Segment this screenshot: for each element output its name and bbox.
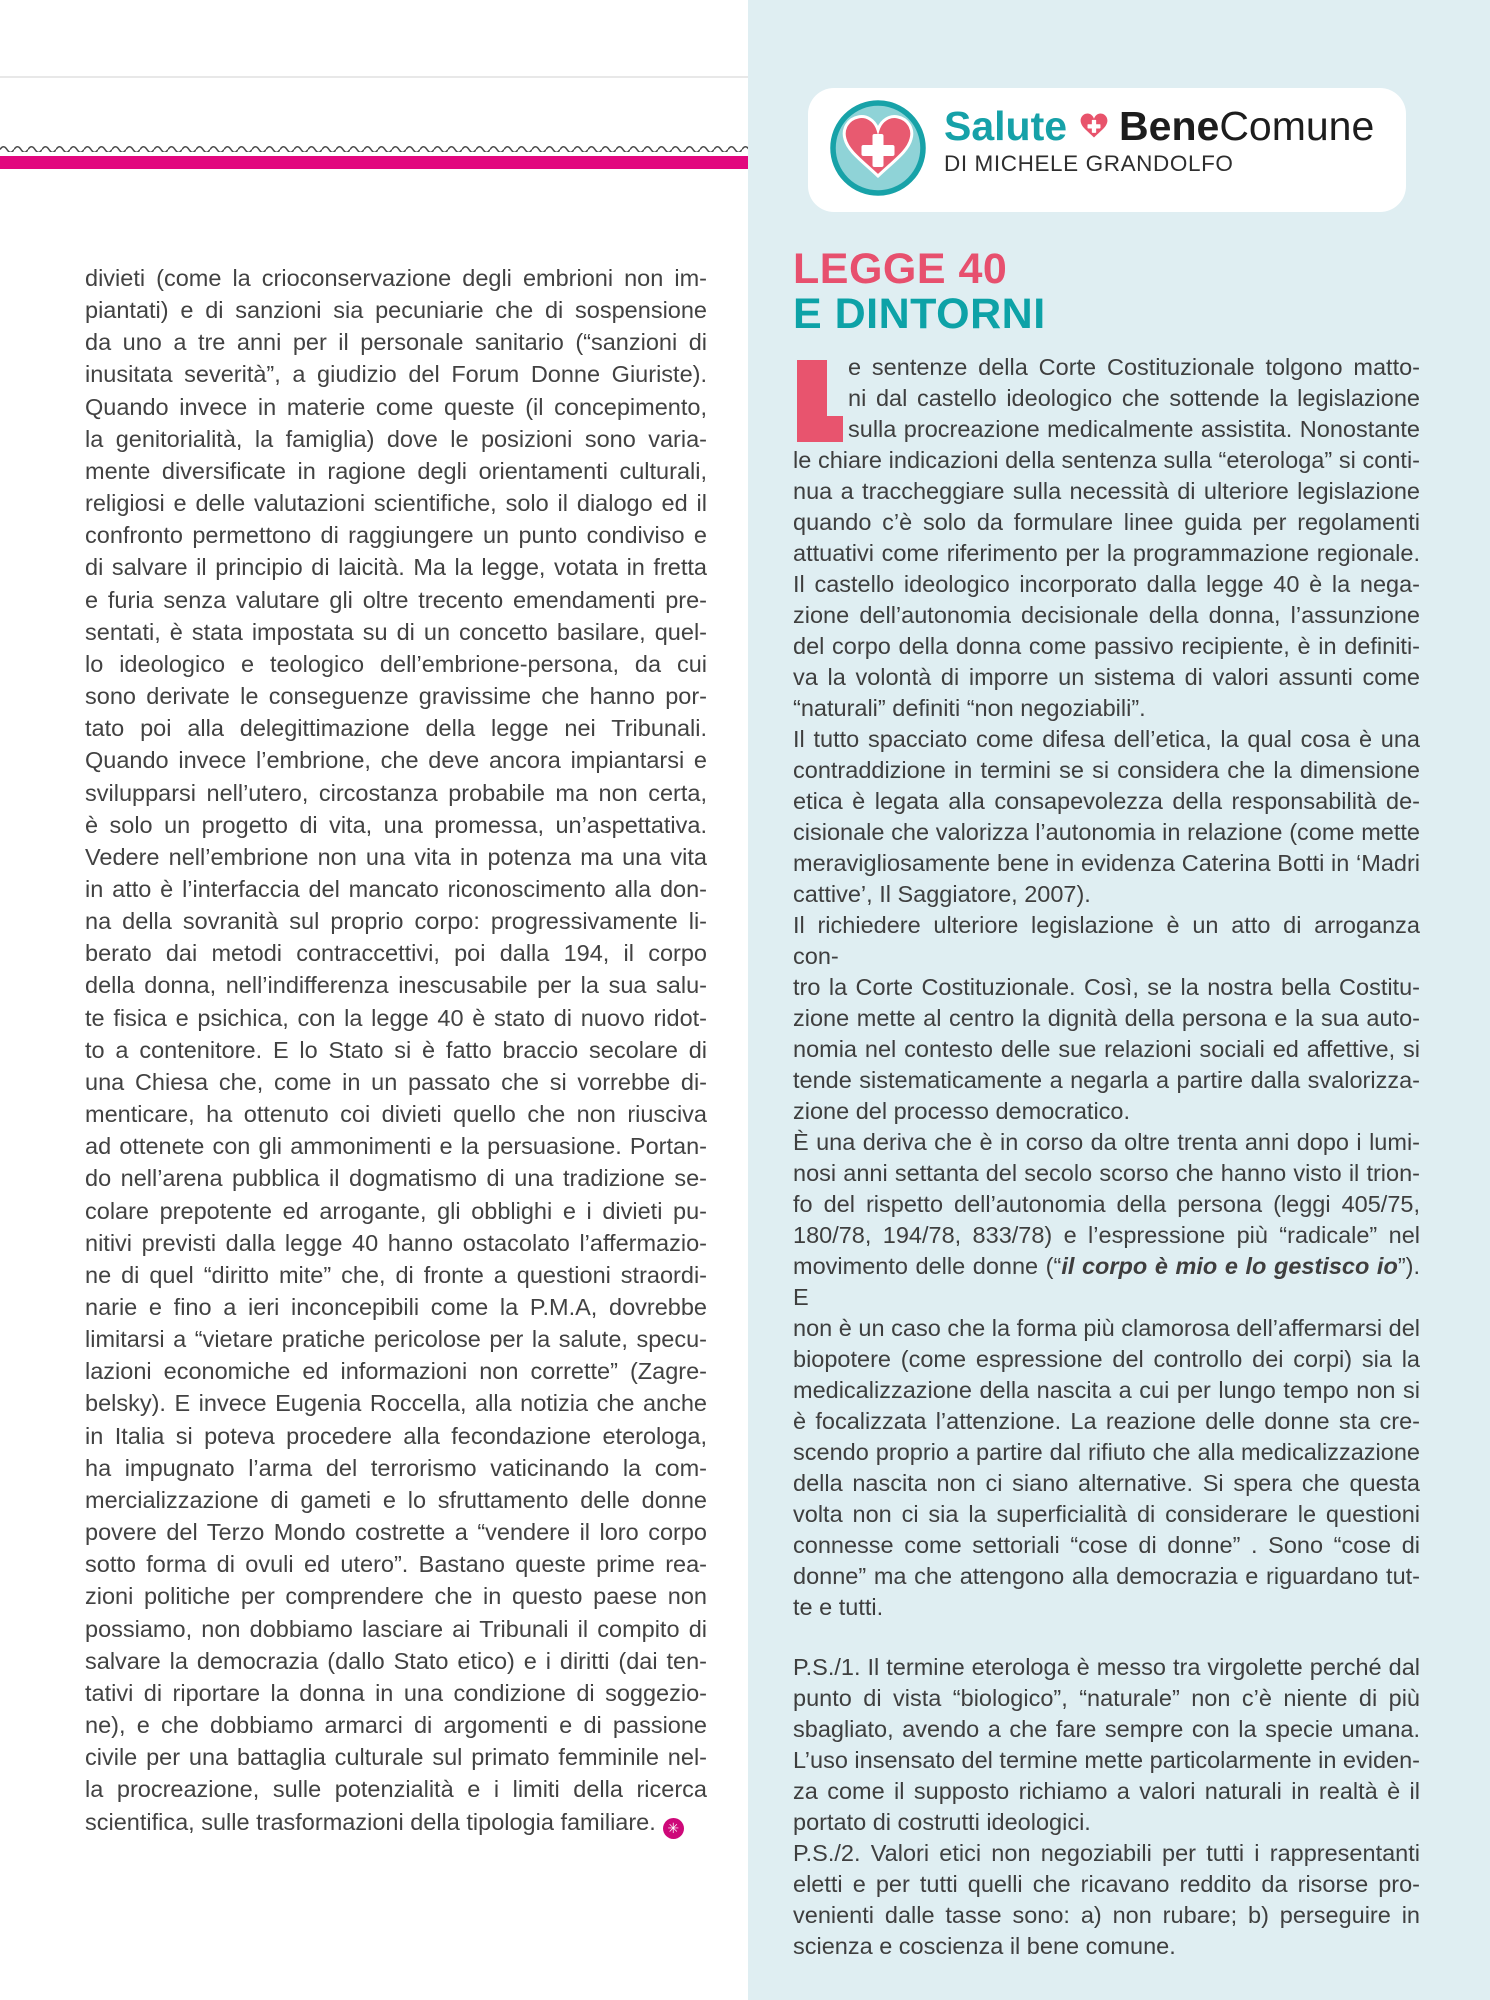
text-line: cattive’, Il Saggiatore, 2007). [793, 881, 1091, 907]
text-line: ne di quel “diritto mite” che, di fronte a questioni straordi- [85, 1261, 707, 1288]
text-line: venienti dalle tasse sono: a) non rubare; b) perseguire in [793, 1902, 1420, 1928]
text-line: civile per una battaglia culturale sul primato femminile nel- [85, 1744, 707, 1771]
text-line: tro la Corte Costituzionale. Così, se la nostra bella Costitu- [793, 974, 1420, 1000]
text-line: la genitorialità, la famiglia) dove le posizioni sono varia- [85, 425, 707, 452]
top-divider-line [0, 76, 748, 78]
text-line: te fisica e psichica, con la legge 40 è stato di nuovo ridot- [85, 1004, 707, 1031]
text-line: e sentenze della Corte Costituzionale tolgono matto- [848, 354, 1420, 380]
text-line: zioni politiche per comprendere che in questo paese non [85, 1583, 707, 1610]
text-line: della nascita non ci siano alternative. Si spera che questa [793, 1470, 1420, 1496]
text-line: povere del Terzo Mondo costrette a “vendere il loro corpo [85, 1519, 707, 1546]
text-line: berato dai metodi contraccettivi, poi dalla 194, il corpo [85, 940, 707, 967]
text-line: movimento delle donne (“il corpo è mio e lo gestisco io”). E [793, 1253, 1420, 1310]
text-line: contraddizione in termini se si considera che la dimensione [793, 757, 1420, 783]
logo-byline: DI MICHELE GRANDOLFO [944, 151, 1234, 176]
text-line: divieti (come la crioconservazione degli embrioni non im- [85, 265, 707, 291]
text-line: meravigliosamente bene in evidenza Caterina Botti in ‘Madri [793, 850, 1420, 876]
text-line: “naturali” definiti “non negoziabili”. [793, 695, 1146, 721]
text-line: ne), e che dobbiamo armarci di argomenti e di passione [85, 1712, 707, 1739]
text-line: scienza e coscienza il bene comune. [793, 1933, 1176, 1959]
magenta-accent-bar [0, 156, 748, 169]
text-line: te e tutti. [793, 1594, 884, 1620]
text-line: È una deriva che è in corso da oltre trenta anni dopo i lumi- [793, 1129, 1420, 1155]
text-line: va la volontà di imporre un sistema di valori assunti come [793, 664, 1420, 690]
text-line: tativi di riportare la donna in una condizione di soggezio- [85, 1679, 707, 1706]
text-line: L’uso insensato del termine mette particolarmente in eviden- [793, 1747, 1421, 1773]
text-line: quando c’è solo da formulare linee guida per regolamenti [793, 509, 1420, 535]
logo-title-bene: Bene [1119, 103, 1220, 149]
text-line: za come il supposto richiamo a valori naturali in realtà è il [793, 1778, 1420, 1804]
text-line: sono derivate le conseguenze gravissime che hanno por- [85, 683, 707, 710]
text-line: scientifica, sulle trasformazioni della tipologia familiare. ✳ [85, 1806, 707, 1839]
text-line: mercializzazione di gameti e lo sfruttamento delle donne [85, 1486, 707, 1513]
text-line: do nell’arena pubblica il dogmatismo di una tradizione se- [85, 1165, 707, 1192]
text-line: belsky). E invece Eugenia Roccella, alla notizia che anche [85, 1390, 707, 1417]
text-line: non è un caso che la forma più clamorosa dell’affermarsi del [793, 1315, 1420, 1341]
text-line: limitarsi a “vietare pratiche pericolose per la salute, specu- [85, 1326, 707, 1353]
text-line: salvare la democrazia (dallo Stato etico) e i diritti (dai ten- [85, 1647, 707, 1674]
text-line: donne” ma che attengono alla democrazia e riguardano tut- [793, 1563, 1420, 1589]
text-line: sbagliato, avendo a che fare sempre con la specie umana. [793, 1716, 1420, 1742]
text-line: sotto forma di ovuli ed utero”. Bastano queste prime rea- [85, 1551, 707, 1578]
text-line: zione mette al centro la dignità della persona e la sua auto- [793, 1005, 1420, 1031]
article-heading [793, 247, 1046, 337]
text-line: lazioni economiche ed informazioni non corrette” (Zagre- [85, 1358, 707, 1385]
text-line: P.S./1. Il termine eterologa è messo tra virgolette perché dal [793, 1654, 1420, 1680]
text-line: da uno a tre anni per il personale sanitario (“sanzioni di [85, 329, 707, 356]
text-line: nitivi previsti dalla legge 40 hanno ostacolato l’affermazio- [85, 1229, 707, 1256]
text-line: possiamo, non dobbiamo lasciare ai Tribunali il compito di [85, 1615, 707, 1642]
text-line: la procreazione, sulle potenzialità e i limiti della ricerca [85, 1776, 707, 1803]
text-line: fo del rispetto dell’autonomia della persona (leggi 405/75, [793, 1191, 1420, 1217]
text-line: connesse come settoriali “cose di donne” . Sono “cose di [793, 1532, 1420, 1558]
text-line: una Chiesa che, come in un passato che si vorrebbe di- [85, 1068, 707, 1095]
text-line: nomia nel contesto delle sue relazioni sociali ed affettive, si [793, 1036, 1420, 1062]
text-line: colare prepotente ed arrogante, gli obblighi e i divieti pu- [85, 1197, 707, 1224]
text-line: to a contenitore. E lo Stato si è fatto braccio secolare di [85, 1036, 707, 1063]
article-body [793, 352, 1420, 1623]
heart-plus-icon [1076, 108, 1112, 144]
wavy-divider-line [0, 143, 748, 152]
text-line: portato di costrutti ideologici. [793, 1809, 1091, 1835]
text-line: e furia senza valutare gli oltre trecento emendamenti pre- [85, 586, 707, 613]
postscript-block [793, 1652, 1420, 1962]
text-line: sentati, è stata impostata su di un concetto basilare, quel- [85, 618, 707, 645]
text-line: biopotere (come espressione del controllo dei corpi) sia la [793, 1346, 1420, 1372]
text-line: della donna, nell’indifferenza inescusabile per la sua salu- [85, 972, 707, 999]
text-line: lo ideologico e teologico dell’embrione-persona, da cui [85, 650, 707, 677]
text-line: scendo proprio a partire dal rifiuto che alla medicalizzazione [793, 1439, 1420, 1465]
text-line: punto di vista “biologico”, “naturale” non c’è niente di più [793, 1685, 1420, 1711]
heading-line-2: E DINTORNI [793, 290, 1046, 338]
text-line: zione dell’autonomia decisionale della donna, l’assunzione [793, 602, 1420, 628]
salute-benecomune-logo [808, 88, 1406, 212]
text-line: na della sovranità sul proprio corpo: progressivamente li- [85, 908, 707, 935]
text-line: attuativi come riferimento per la programmazione regionale. [793, 540, 1420, 566]
text-line: in atto è l’interfaccia del mancato riconoscimento alla don- [85, 875, 707, 902]
text-line: Quando invece l’embrione, che deve ancora impiantarsi e [85, 747, 707, 774]
text-line: in Italia si poteva procedere alla fecondazione eterologa, [85, 1422, 707, 1449]
right-article-column [793, 352, 1420, 1962]
text-line: sulla procreazione medicalmente assistita. Nonostante [848, 416, 1420, 442]
text-line: P.S./2. Valori etici non negoziabili per tutti i rappresentanti [793, 1840, 1420, 1866]
text-line: narie e fino a ieri inconcepibili come la P.M.A, dovrebbe [85, 1294, 707, 1320]
text-line: volta non ci sia la superficialità di considerare le questioni [793, 1501, 1420, 1527]
text-line: cisionale che valorizza l’autonomia in relazione (come mette [793, 819, 1420, 845]
text-line: Il richiedere ulteriore legislazione è un atto di arroganza con- [793, 912, 1420, 969]
text-line: 180/78, 194/78, 833/78) e l’espressione più “radicale” nel [793, 1222, 1420, 1248]
text-line: Quando invece in materie come queste (il concepimento, [85, 393, 707, 420]
text-line: di salvare il principio di laicità. Ma la legge, votata in fretta [85, 554, 707, 581]
text-line: è solo un progetto di vita, una promessa, un’aspettativa. [85, 811, 707, 838]
text-line: ni dal castello ideologico che sottende la legislazione [848, 385, 1420, 411]
text-line: ad ottenete con gli ammonimenti e la persuasione. Portan- [85, 1133, 707, 1160]
logo-text [944, 104, 1374, 177]
text-line: Il tutto spacciato come difesa dell’etica, la qual cosa è una [793, 726, 1420, 752]
text-line: inusitata severità”, a giudizio del Forum Donne Giuriste). [85, 361, 707, 388]
end-of-article-icon: ✳ [663, 1818, 684, 1839]
text-line: è focalizzata l’attenzione. La reazione delle donne sta cre- [793, 1408, 1420, 1434]
text-line: Il castello ideologico incorporato dalla legge 40 è la nega- [793, 571, 1420, 597]
left-article-column [85, 262, 707, 1839]
text-line: svilupparsi nell’utero, circostanza probabile ma non certa, [85, 779, 707, 806]
text-line: tende sistematicamente a negarla a partire dalla svalorizza- [793, 1067, 1420, 1093]
text-line: menticare, ha ottenuto coi divieti quello che non riusciva [85, 1101, 707, 1128]
heading-line-1: LEGGE 40 [793, 245, 1008, 293]
logo-title [944, 104, 1374, 148]
text-line: tato poi alla delegittimazione della legge nei Tribunali. [85, 715, 707, 742]
text-line: zione del processo democratico. [793, 1098, 1131, 1124]
text-line: piantati) e di sanzioni sia pecuniarie che di sospensione [85, 297, 707, 324]
text-line: etica è legata alla consapevolezza della responsabilità de- [793, 788, 1420, 814]
logo-title-comune: Comune [1219, 103, 1375, 149]
text-line: Vedere nell’embrione non una vita in potenza ma una vita [85, 843, 707, 870]
text-line: religiosi e delle valutazioni scientifiche, solo il dialogo ed il [85, 490, 707, 517]
logo-title-salute: Salute [944, 103, 1068, 149]
text-line: eletti e per tutti quelli che ricavano reddito da risorse pro- [793, 1871, 1420, 1897]
text-line: medicalizzazione della nascita a cui per lungo tempo non si [793, 1377, 1420, 1403]
text-line: confronto permettono di raggiungere un punto condiviso e [85, 522, 707, 549]
text-line: ha impugnato l’arma del terrorismo vaticinando la com- [85, 1454, 707, 1481]
text-line: del corpo della donna come passivo recipiente, è in definiti- [793, 633, 1420, 659]
text-line: nua a traccheggiare sulla necessità di ulteriore legislazione [793, 478, 1420, 504]
text-line: mente diversificate in ragione degli orientamenti culturali, [85, 457, 707, 484]
heart-cross-circle-icon [828, 98, 928, 198]
text-line: nosi anni settanta del secolo scorso che hanno visto il trion- [793, 1160, 1420, 1186]
text-line: le chiare indicazioni della sentenza sulla “eterologa” si conti- [793, 447, 1420, 473]
